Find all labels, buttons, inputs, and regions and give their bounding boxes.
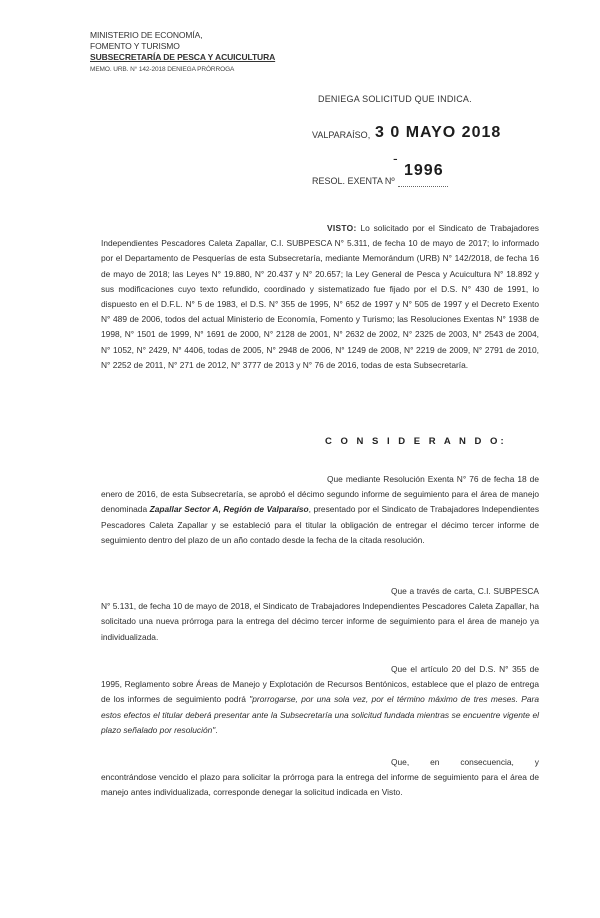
p3-text-c: .: [215, 724, 218, 735]
considerando-paragraph-4: Que, en consecuencia, y encontrándose vencido el plazo para solicitar la prórroga para la entrega del informe de seguimiento para el área de manejo antes individualizada, corresponde denegar la solicitud indicada en Visto.: [101, 757, 539, 798]
resolution-number-line: [398, 186, 448, 187]
considerando-paragraph-2: Que a través de carta, C.I. SUBPESCA N° 5.131, de fecha 10 de mayo de 2018, el Sindicato de Trabajadores Independientes Pescadores Caleta Zapallar, ha solicitado una nueva prórroga para la entrega del décimo tercer informe de seguimiento para el área de manejo ya individualizada.: [101, 586, 539, 642]
visto-lead: VISTO:: [327, 223, 357, 233]
p3-text-a: Que el artículo 20 del D.S. N° 355 de 1995, Reglamento sobre Áreas de Manejo y Explotación de Recursos Bentónicos, establece que el plazo de entrega de los informes de seguimiento podrá: [101, 664, 539, 705]
considerando-heading: C O N S I D E R A N D O:: [325, 436, 507, 447]
resolution-label: RESOL. EXENTA Nº: [312, 176, 395, 186]
p3-quote: "prorrogarse, por una sola vez, por el término máximo de tres meses. Para estos efectos el titular deberá presentar ante la Subsecretaría una solicitud fundada mientras se encuentre vigente el plazo señalado por resolución": [101, 694, 539, 735]
subject-line: DENIEGA SOLICITUD QUE INDICA.: [318, 94, 472, 104]
resolution-number-stamp: 1996: [404, 162, 444, 179]
letterhead-ministry: MINISTERIO DE ECONOMÍA,: [90, 30, 203, 40]
p1-area-name: Zapallar Sector A, Región de Valparaíso: [149, 504, 309, 515]
p1-text-a: Que mediante Resolución Exenta N° 76 de fecha 18 de enero de 2016, de esta Subsecretaría, se aprobó el décimo segundo informe de seguimiento para el área de manejo denominada: [101, 474, 539, 515]
p1-text-c: , presentado por el Sindicato de Trabajadores Independientes Pescadores Caleta Zapallar y se estableció para el titular la obligación de entregar el décimo tercer informe de seguimiento dentro del plazo de un año contado desde la fecha de la citada resolución.: [101, 504, 540, 545]
letterhead-reference: MEMO. URB. N° 142-2018 DENIEGA PRÓRROGA: [90, 66, 235, 73]
visto-text: Lo solicitado por el Sindicato de Trabajadores Independientes Pescadores Caleta Zapallar, C.I. SUBPESCA N° 5.311, de fecha 10 de mayo de 2017; lo informado por el Departamento de Pesquerías de esta Subsecretaría, mediante Memorándum (URB) N° 142/2018, de fecha 16 de mayo de 2018; las Leyes N° 19.880, N° 20.437 y N° 20.657; la Ley General de Pesca y Acuicultura N° 18.892 y sus modificaciones cuyo texto refundido, coordinado y sistematizado fue fijado por el D.S. N° 430 de 1991, lo dispuesto en el D.F.L. N° 5 de 1983, el D.S. N° 355 de 1995, N° 652 de 1997 y N° 505 de 1997 y el Decreto Exento N° 489 de 2006, todos del actual Ministerio de Economía, Fomento y Turismo; las Resoluciones Exentas N° 1938 de 1998, N° 1501 de 1999, N° 1691 de 2000, N° 2128 de 2001, N° 2632 de 2002, N° 2325 de 2003, N° 2543 de 2004, N° 1052, N° 2429, N° 4406, todas de 2005, N° 2948 de 2006, N° 1249 de 2008, N° 2219 de 2009, N° 2791 de 2010, N° 2252 de 2011, N° 271 de 2012, N° 3777 de 2013 y N° 76 de 2016, todas de esta Subsecretaría.: [101, 223, 539, 370]
considerando-paragraph-1: [101, 472, 539, 548]
letterhead: [90, 30, 275, 75]
date-stamp: 3 0 MAYO 2018: [375, 124, 502, 141]
visto-paragraph: [101, 221, 539, 373]
considerando-paragraph-3: [101, 662, 539, 738]
number-dash: -: [393, 150, 398, 166]
letterhead-ministry-2: FOMENTO Y TURISMO: [90, 41, 180, 51]
letterhead-subsecretaria: SUBSECRETARÍA DE PESCA Y ACUICULTURA: [90, 52, 276, 62]
place-label: VALPARAÍSO,: [312, 130, 371, 140]
